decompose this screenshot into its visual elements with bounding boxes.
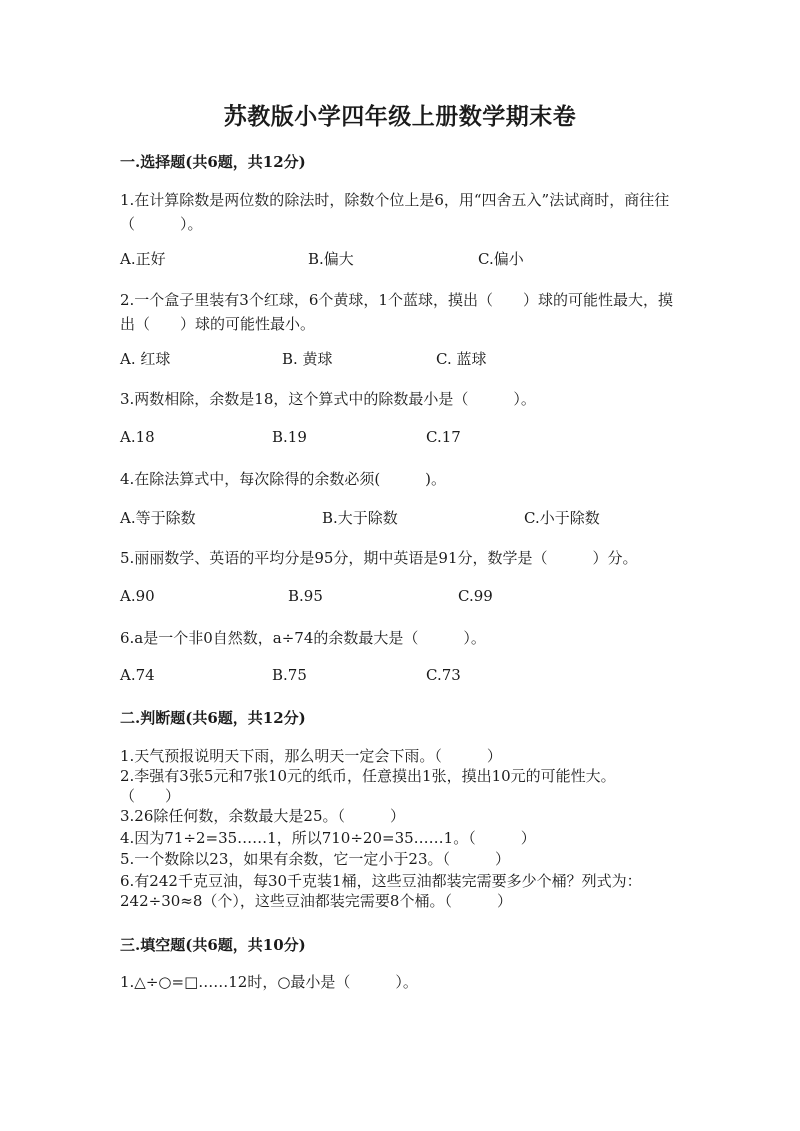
page-title: 苏教版小学四年级上册数学期末卷: [223, 103, 577, 130]
choice-6-option-c: C.73: [426, 666, 461, 684]
section-heading-choice: 一.选择题(共6题，共12分): [120, 153, 306, 171]
choice-1-option-c: C.偏小: [478, 250, 524, 268]
judgment-question-1: 1.天气预报说明天下雨，那么明天一定会下雨。（ ）: [120, 747, 502, 765]
choice-question-2: 2.一个盒子里装有3个红球，6个黄球，1个蓝球，摸出（ ）球的可能性最大，摸出（ ）球的可能性最小。: [120, 291, 673, 333]
choice-question-3: 3.两数相除，余数是18，这个算式中的除数最小是（ ）。: [120, 390, 536, 408]
choice-5-option-a: A.90: [120, 587, 155, 605]
fill-blank-question-1: 1.△÷○=□……12时，○最小是（ ）。: [120, 973, 418, 991]
choice-3-option-a: A.18: [120, 428, 155, 446]
choice-2-option-a: A. 红球: [120, 350, 171, 368]
judgment-question-5: 5.一个数除以23，如果有余数，它一定小于23。（ ）: [120, 850, 510, 868]
choice-4-option-c: C.小于除数: [524, 509, 600, 527]
choice-5-option-b: B.95: [288, 587, 323, 605]
choice-question-6: 6.a是一个非0自然数，a÷74的余数最大是（ ）。: [120, 629, 486, 647]
judgment-question-4: 4.因为71÷2=35……1，所以710÷20=35……1。（ ）: [120, 829, 536, 847]
choice-3-option-c: C.17: [426, 428, 461, 446]
choice-2-option-c: C. 蓝球: [436, 350, 487, 368]
section-heading-fill-blank: 三.填空题(共6题，共10分): [120, 936, 306, 954]
choice-1-option-b: B.偏大: [308, 250, 354, 268]
choice-2-option-b: B. 黄球: [282, 350, 333, 368]
judgment-question-6: 6.有242千克豆油，每30千克装1桶，这些豆油都装完需要多少个桶？列式为：242÷30≈8（个），这些豆油都装完需要8个桶。（ ）: [120, 872, 642, 910]
choice-3-option-b: B.19: [272, 428, 307, 446]
section-heading-judgment: 二.判断题(共6题，共12分): [120, 709, 306, 727]
choice-question-1: 1.在计算除数是两位数的除法时，除数个位上是6，用“四舍五入”法试商时，商往往（ ）。: [120, 191, 670, 233]
choice-4-option-a: A.等于除数: [120, 509, 196, 527]
choice-1-option-a: A.正好: [120, 250, 166, 268]
judgment-question-3: 3.26除任何数，余数最大是25。（ ）: [120, 807, 405, 825]
choice-6-option-a: A.74: [120, 666, 155, 684]
judgment-question-2: 2.李强有3张5元和7张10元的纸币，任意摸出1张，摸出10元的可能性大。 （ ）: [120, 767, 639, 805]
choice-question-4: 4.在除法算式中，每次除得的余数必须( )。: [120, 470, 447, 488]
choice-question-5: 5.丽丽数学、英语的平均分是95分，期中英语是91分，数学是（ ）分。: [120, 549, 638, 567]
choice-4-option-b: B.大于除数: [322, 509, 398, 527]
choice-6-option-b: B.75: [272, 666, 307, 684]
choice-5-option-c: C.99: [458, 587, 493, 605]
